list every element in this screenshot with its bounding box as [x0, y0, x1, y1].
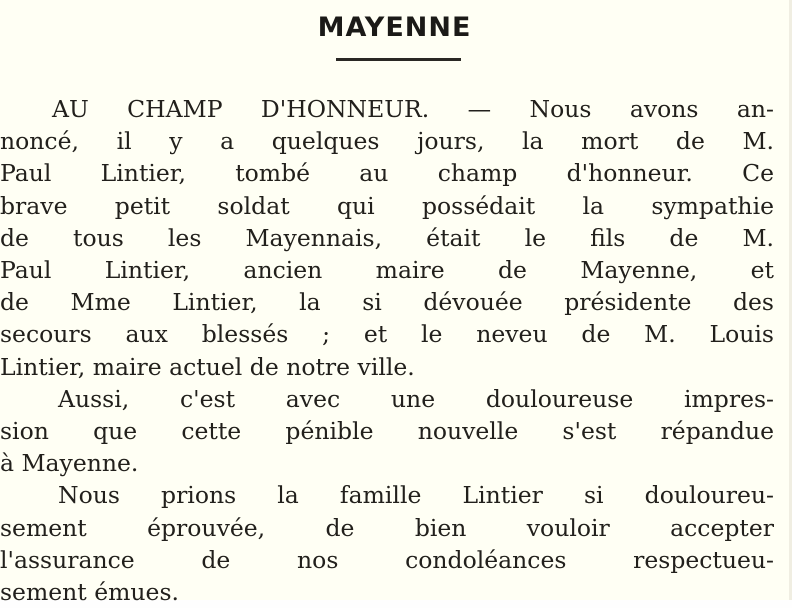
- article-line: noncé, il y a quelques jours, la mort de M.: [0, 127, 774, 156]
- article-line: secours aux blessés ; et le neveu de M. Louis: [0, 320, 774, 349]
- article-line: sement émues.: [0, 578, 179, 607]
- article-line: l'assurance de nos condoléances respectueu-: [0, 545, 774, 574]
- article-line: à Mayenne.: [0, 449, 139, 478]
- article-line: sion que cette pénible nouvelle s'est répandue: [0, 417, 774, 446]
- article-body: [0, 93, 774, 608]
- headline-rule: [336, 58, 461, 61]
- article-line: brave petit soldat qui possédait la sympathie: [0, 191, 774, 220]
- article-line: Nous prions la famille Lintier si douloureu-: [58, 481, 774, 510]
- article-line: Lintier, maire actuel de notre ville.: [0, 352, 415, 381]
- article-line: de tous les Mayennais, était le fils de M.: [0, 223, 774, 252]
- article-line: Paul Lintier, ancien maire de Mayenne, et: [0, 256, 774, 285]
- article-line: AU CHAMP D'HONNEUR. — Nous avons an-: [52, 95, 774, 123]
- article-line: de Mme Lintier, la si dévouée présidente des: [0, 288, 774, 317]
- headline: MAYENNE: [317, 12, 472, 43]
- article-line: Paul Lintier, tombé au champ d'honneur. Ce: [0, 159, 774, 188]
- article-line: Aussi, c'est avec une douloureuse impres-: [58, 384, 774, 413]
- article-line: sement éprouvée, de bien vouloir accepter: [0, 513, 774, 542]
